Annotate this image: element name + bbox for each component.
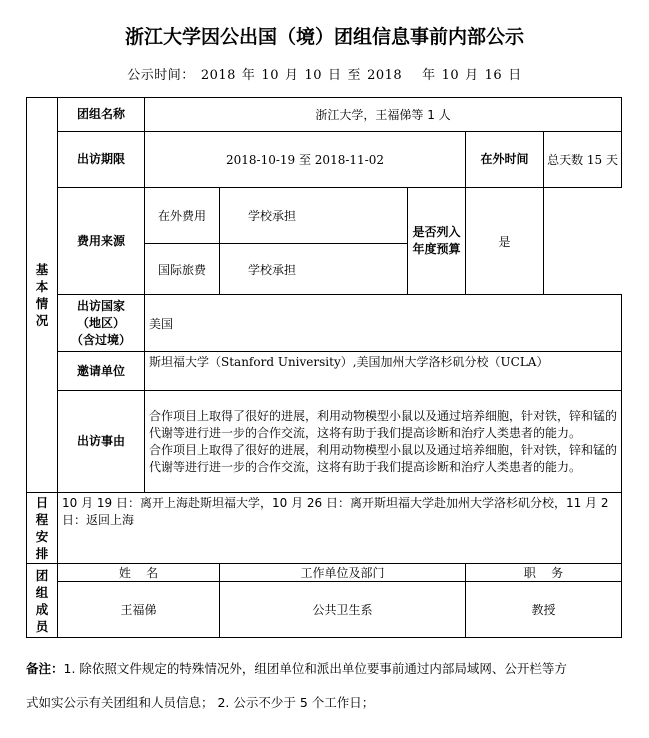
start-month: 10 [261,68,279,83]
member-name: 王福俤 [58,582,220,638]
end-month: 10 [441,68,460,83]
notice-label: 公示时间： [127,68,195,83]
unit-year-2: 年 [422,68,436,83]
inviter-value: 斯坦福大学（Stanford University）,美国加州大学洛杉矶分校（UCLA） [145,352,622,391]
abroad-cost-label: 在外费用 [145,188,220,244]
country-label: 出访国家 （地区） （含过境） [58,295,145,352]
member-row [27,582,622,638]
col-header-title: 职 务 [466,564,622,582]
member-unit: 公共卫生系 [220,582,466,638]
unit-day-1: 日 [328,68,342,83]
basic-section-label: 基 本 情 况 [27,98,58,493]
start-day: 10 [304,68,323,83]
schedule-text: 10 月 19 日：离开上海赴斯坦福大学，10 月 26 日：离开斯坦福大学赴加州大学洛杉矶分校，11 月 2 日：返回上海 [58,493,622,564]
funding-label: 费用来源 [58,188,145,295]
budget-label: 是否列入 年度预算 [408,188,466,295]
footnote-line2: 式如实公示有关团组和人员信息； 2. 公示不少于 5 个工作日； [26,695,375,710]
group-name-value: 浙江大学，王福俤等 1 人 [145,98,622,132]
start-year: 2018 [200,68,236,83]
schedule-section-label: 日 程 安 排 [27,493,58,564]
period-label: 出访期限 [58,132,145,188]
page-title: 浙江大学因公出国（境）团组信息事前内部公示 [124,26,524,48]
members-section-label: 团 组 成 员 [27,564,58,638]
end-year: 2018 [367,68,403,83]
abroad-time-label: 在外时间 [466,132,544,188]
member-title: 教授 [466,582,622,638]
footnote [26,652,626,720]
country-value: 美国 [145,295,622,352]
group-name-label: 团组名称 [58,98,145,132]
reason-label: 出访事由 [58,391,145,493]
inviter-label: 邀请单位 [58,352,145,391]
unit-month-2: 月 [465,68,479,83]
budget-value: 是 [466,188,544,295]
abroad-time-value: 总天数 15 天 [544,132,622,188]
unit-day-2: 日 [508,68,522,83]
notice-period [0,64,649,83]
col-header-unit: 工作单位及部门 [220,564,466,582]
unit-month-1: 月 [284,68,299,83]
footnote-line1: 1. 除依照文件规定的特殊情况外，组团单位和派出单位要事前通过内部局域网、公开栏等方 [63,661,567,676]
abroad-cost-value: 学校承担 [220,188,408,244]
travel-cost-value: 学校承担 [220,244,408,295]
travel-cost-label: 国际旅费 [145,244,220,295]
end-day: 16 [484,68,503,83]
col-header-name: 姓 名 [58,564,220,582]
separator: 至 [347,68,362,83]
footnote-label: 备注： [26,661,64,676]
reason-value: 合作项目上取得了很好的进展，利用动物模型小鼠以及通过培养细胞，针对铁，锌和锰的代谢等进行进一步的合作交流，这将有助于我们提高诊断和治疗人类患者的能力。 合作项目上取得了很好的进展，利用动物模型小鼠以及通过培养细胞，针对铁，锌和锰的代谢等进行进一步的合作交流，这将有助于我们提高诊断和治疗人类患者的能力。 [145,391,622,493]
period-value: 2018-10-19 至 2018-11-02 [145,132,466,188]
unit-year-1: 年 [241,68,256,83]
info-table [26,97,622,638]
